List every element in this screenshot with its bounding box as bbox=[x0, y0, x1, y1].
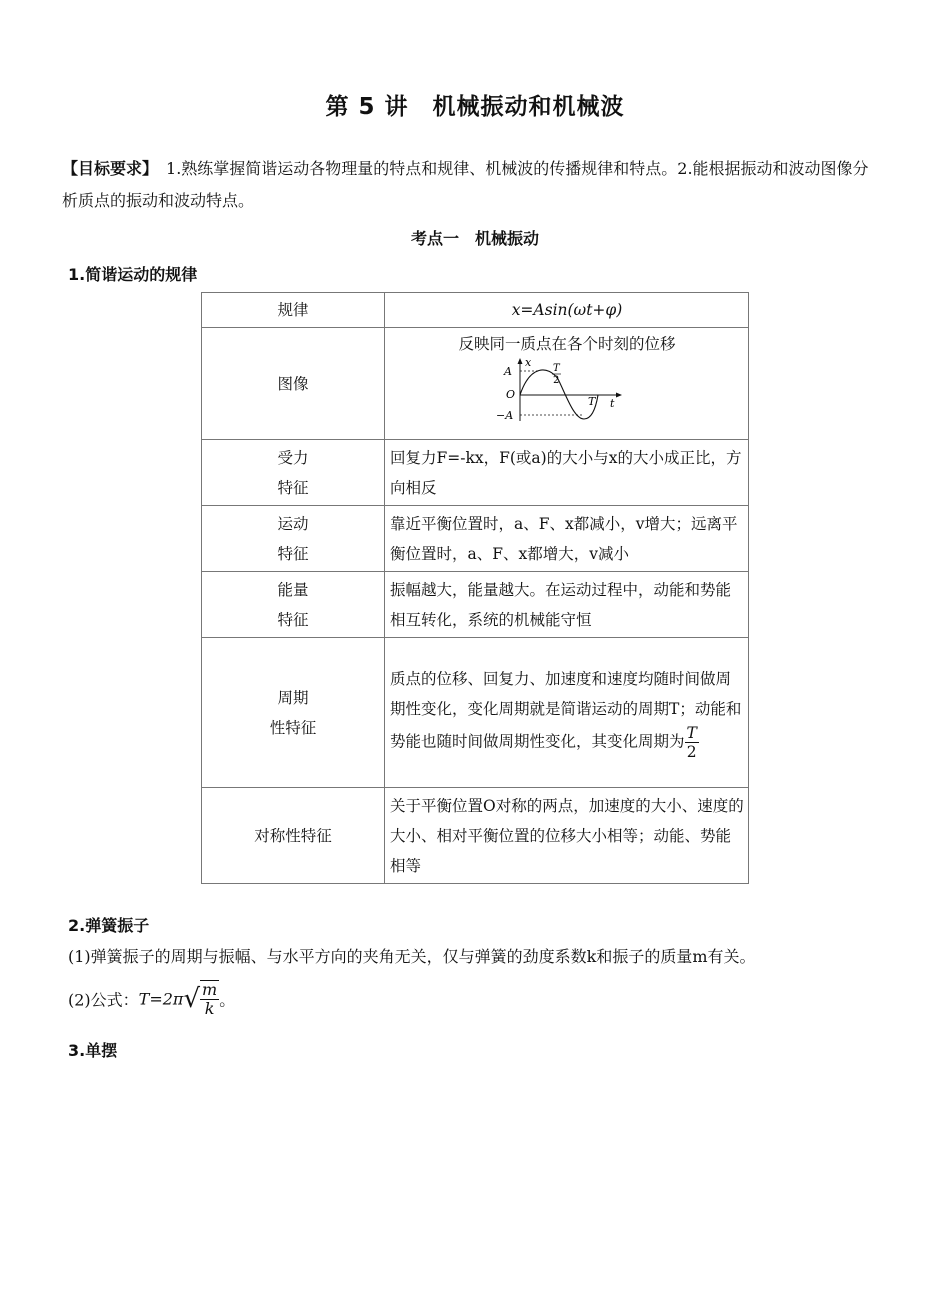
table-cell-key bbox=[202, 440, 385, 506]
table-cell-value: 振幅越大，能量越大。在运动过程中，动能和势能相互转化，系统的机械能守恒 bbox=[385, 572, 749, 638]
table-cell-key bbox=[202, 572, 385, 638]
key-line: 特征 bbox=[277, 544, 309, 563]
table-cell-key bbox=[202, 638, 385, 788]
table-cell-key: 规律 bbox=[202, 293, 385, 328]
origin-label: O bbox=[506, 388, 516, 401]
heading-simple-pendulum: 3.单摆 bbox=[68, 1041, 118, 1060]
goal-paragraph bbox=[62, 153, 884, 217]
table-cell-value: 关于平衡位置O对称的两点，加速度的大小、速度的大小、相对平衡位置的位移大小相等；动能、势能相等 bbox=[385, 788, 749, 884]
key-line: 能量 bbox=[277, 580, 309, 599]
table-row bbox=[202, 440, 749, 506]
key-line: 特征 bbox=[277, 478, 309, 497]
y-axis-label: x bbox=[525, 357, 532, 369]
graph-caption: 反映同一质点在各个时刻的位移 bbox=[458, 335, 676, 353]
table-cell-key: 对称性特征 bbox=[202, 788, 385, 884]
table-row bbox=[202, 293, 749, 328]
x-axis-arrow bbox=[616, 393, 622, 398]
amp-pos-label: A bbox=[504, 365, 512, 378]
table-row-image bbox=[202, 328, 749, 440]
goal-label: 【目标要求】 bbox=[62, 159, 159, 178]
half-t-numerator: T bbox=[553, 363, 560, 374]
table-cell-value: 靠近平衡位置时，a、F、x都减小，v增大；远离平衡位置时，a、F、x都增大，v减小 bbox=[385, 506, 749, 572]
goal-text: 1.熟练掌握简谐运动各物理量的特点和规律、机械波的传播规律和特点。2.能根据振动和波动图像分析质点的振动和波动特点。 bbox=[62, 159, 869, 210]
half-t-denominator: 2 bbox=[553, 375, 560, 386]
y-axis-arrow bbox=[518, 358, 523, 364]
amp-neg-label: −A bbox=[496, 409, 514, 422]
table-row bbox=[202, 506, 749, 572]
page-title: 第 5 讲 机械振动和机械波 bbox=[325, 94, 625, 120]
key-line: 受力 bbox=[277, 448, 309, 467]
formula-fraction bbox=[200, 980, 219, 1018]
table-cell-key: 图像 bbox=[202, 328, 385, 440]
table-row bbox=[202, 638, 749, 788]
sqrt-sign: √ bbox=[183, 984, 201, 1014]
fraction-numerator: T bbox=[686, 724, 697, 742]
period-formula bbox=[68, 980, 235, 1018]
shm-rules-table bbox=[201, 292, 749, 884]
key-line: 特征 bbox=[277, 610, 309, 629]
period-text: 质点的位移、回复力、加速度和速度均随时间做周期性变化，变化周期就是简谐运动的周期T；动能和势能也随时间做周期性变化，其变化周期为 bbox=[390, 670, 742, 751]
spring-paragraph: (1)弹簧振子的周期与振幅、与水平方向的夹角无关，仅与弹簧的劲度系数k和振子的质量m有关。 bbox=[68, 947, 756, 966]
half-period-fraction bbox=[685, 724, 699, 761]
key-line: 周期 bbox=[277, 688, 309, 707]
formula-prefix: (2)公式： bbox=[68, 990, 139, 1010]
table-cell-value: 回复力F=-kx，F(或a)的大小与x的大小成正比，方向相反 bbox=[385, 440, 749, 506]
key-line: 性特征 bbox=[269, 718, 317, 737]
table-row bbox=[202, 788, 749, 884]
sine-graph bbox=[492, 357, 642, 425]
fraction-denominator: k bbox=[204, 999, 215, 1018]
image-cell bbox=[385, 328, 749, 440]
heading-spring-oscillator: 2.弹簧振子 bbox=[68, 916, 150, 935]
period-label: T bbox=[588, 395, 596, 408]
heading-shm-rules: 1.简谐运动的规律 bbox=[68, 265, 198, 284]
formula-lhs: T=2π bbox=[138, 989, 184, 1009]
shm-equation: x=Asin(ωt+φ) bbox=[385, 293, 749, 328]
section-heading: 考点一 机械振动 bbox=[410, 229, 539, 248]
table-cell-value bbox=[385, 638, 749, 788]
table-row bbox=[202, 572, 749, 638]
key-line: 运动 bbox=[277, 514, 309, 533]
formula-suffix: 。 bbox=[219, 990, 236, 1010]
fraction-numerator: m bbox=[202, 980, 218, 999]
table-cell-key bbox=[202, 506, 385, 572]
fraction-denominator: 2 bbox=[686, 743, 697, 761]
x-axis-label: t bbox=[610, 397, 615, 410]
